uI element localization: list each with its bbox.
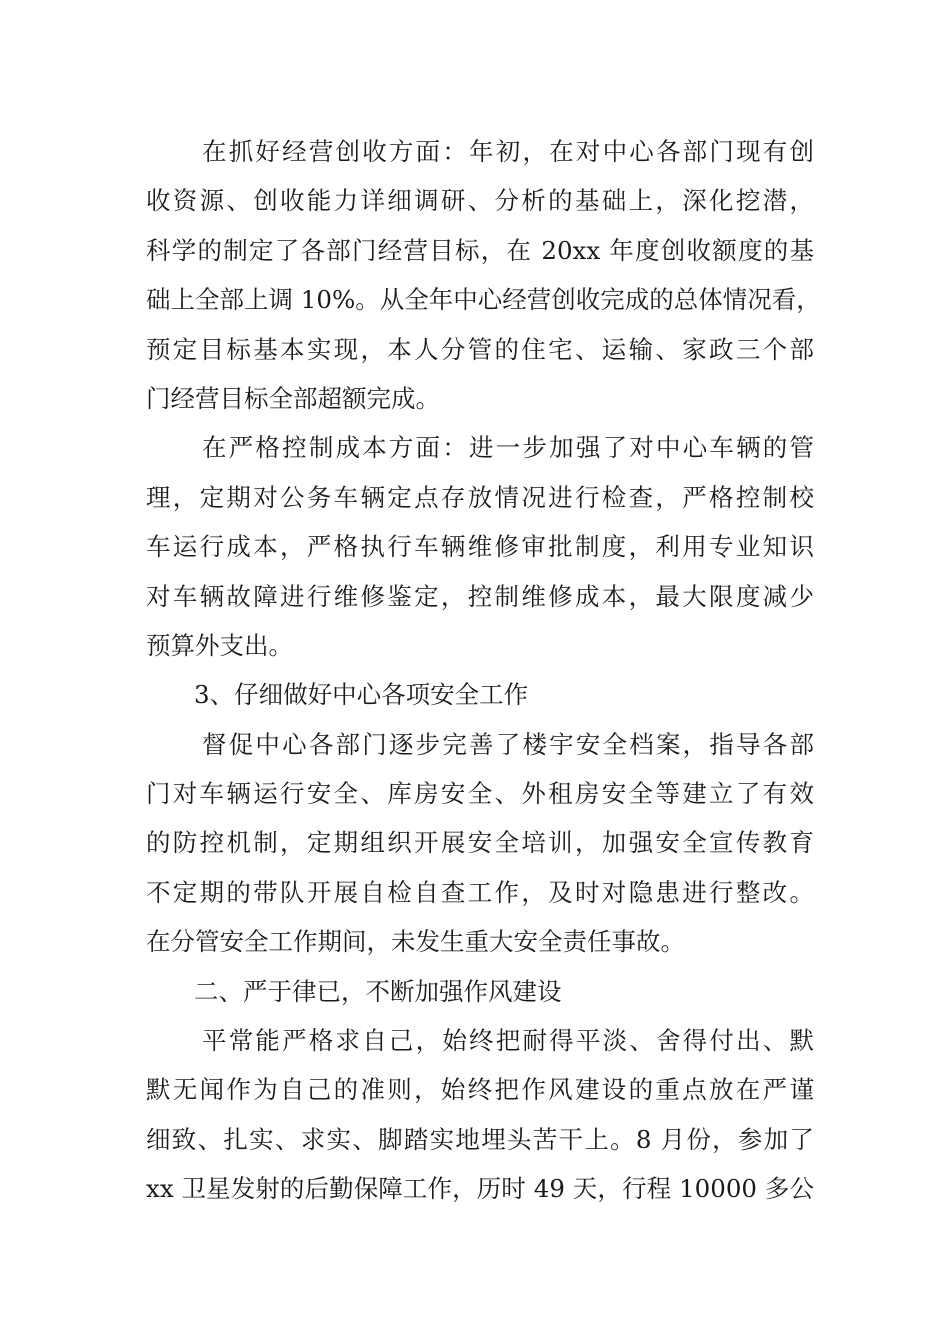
paragraph-line: 在严格控制成本方面：进一步加强了对中心车辆的管	[202, 433, 814, 463]
paragraph-line: 督促中心各部门逐步完善了楼宇安全档案，指导各部	[202, 729, 814, 759]
paragraph-line: 平常能严格求自己，始终把耐得平淡、舍得付出、默	[202, 1026, 814, 1056]
paragraph-line: xx 卫星发射的后勤保障工作，历时 49 天，行程 10000 多公	[146, 1174, 814, 1204]
paragraph-line: 理，定期对公务车辆定点存放情况进行检查，严格控制校	[146, 482, 814, 512]
paragraph-line: 的防控机制，定期组织开展安全培训，加强安全宣传教育	[146, 828, 814, 858]
paragraph-line: 不定期的带队开展自检自查工作，及时对隐患进行整改。	[146, 877, 814, 907]
paragraph-line: 在抓好经营创收方面：年初，在对中心各部门现有创	[202, 137, 814, 166]
paragraph-line: 科学的制定了各部门经营目标，在 20xx 年度创收额度的基	[146, 235, 814, 265]
section-heading: 二、严于律已，不断加强作风建设	[194, 976, 562, 1006]
section-heading: 3、仔细做好中心各项安全工作	[194, 680, 529, 710]
paragraph-line: 预定目标基本实现，本人分管的住宅、运输、家政三个部	[146, 334, 814, 364]
paragraph-line: 门经营目标全部超额完成。	[146, 383, 440, 413]
document-body	[146, 127, 821, 1214]
paragraph-line: 预算外支出。	[146, 630, 293, 660]
paragraph-line: 车运行成本，严格执行车辆维修审批制度，利用专业知识	[146, 532, 814, 562]
paragraph-line: 在分管安全工作期间，未发生重大安全责任事故。	[146, 927, 685, 957]
paragraph-line: 门对车辆运行安全、库房安全、外租房安全等建立了有效	[146, 779, 814, 809]
paragraph-line: 细致、扎实、求实、脚踏实地埋头苦干上。8 月份，参加了	[146, 1124, 814, 1154]
paragraph-line: 收资源、创收能力详细调研、分析的基础上，深化挖潜，	[146, 186, 814, 216]
paragraph-line: 础上全部上调 10%。从全年中心经营创收完成的总体情况看，	[146, 285, 821, 315]
paragraph-line: 对车辆故障进行维修鉴定，控制维修成本，最大限度减少	[146, 581, 814, 611]
paragraph-line: 默无闻作为自己的准则，始终把作风建设的重点放在严谨	[146, 1075, 814, 1105]
